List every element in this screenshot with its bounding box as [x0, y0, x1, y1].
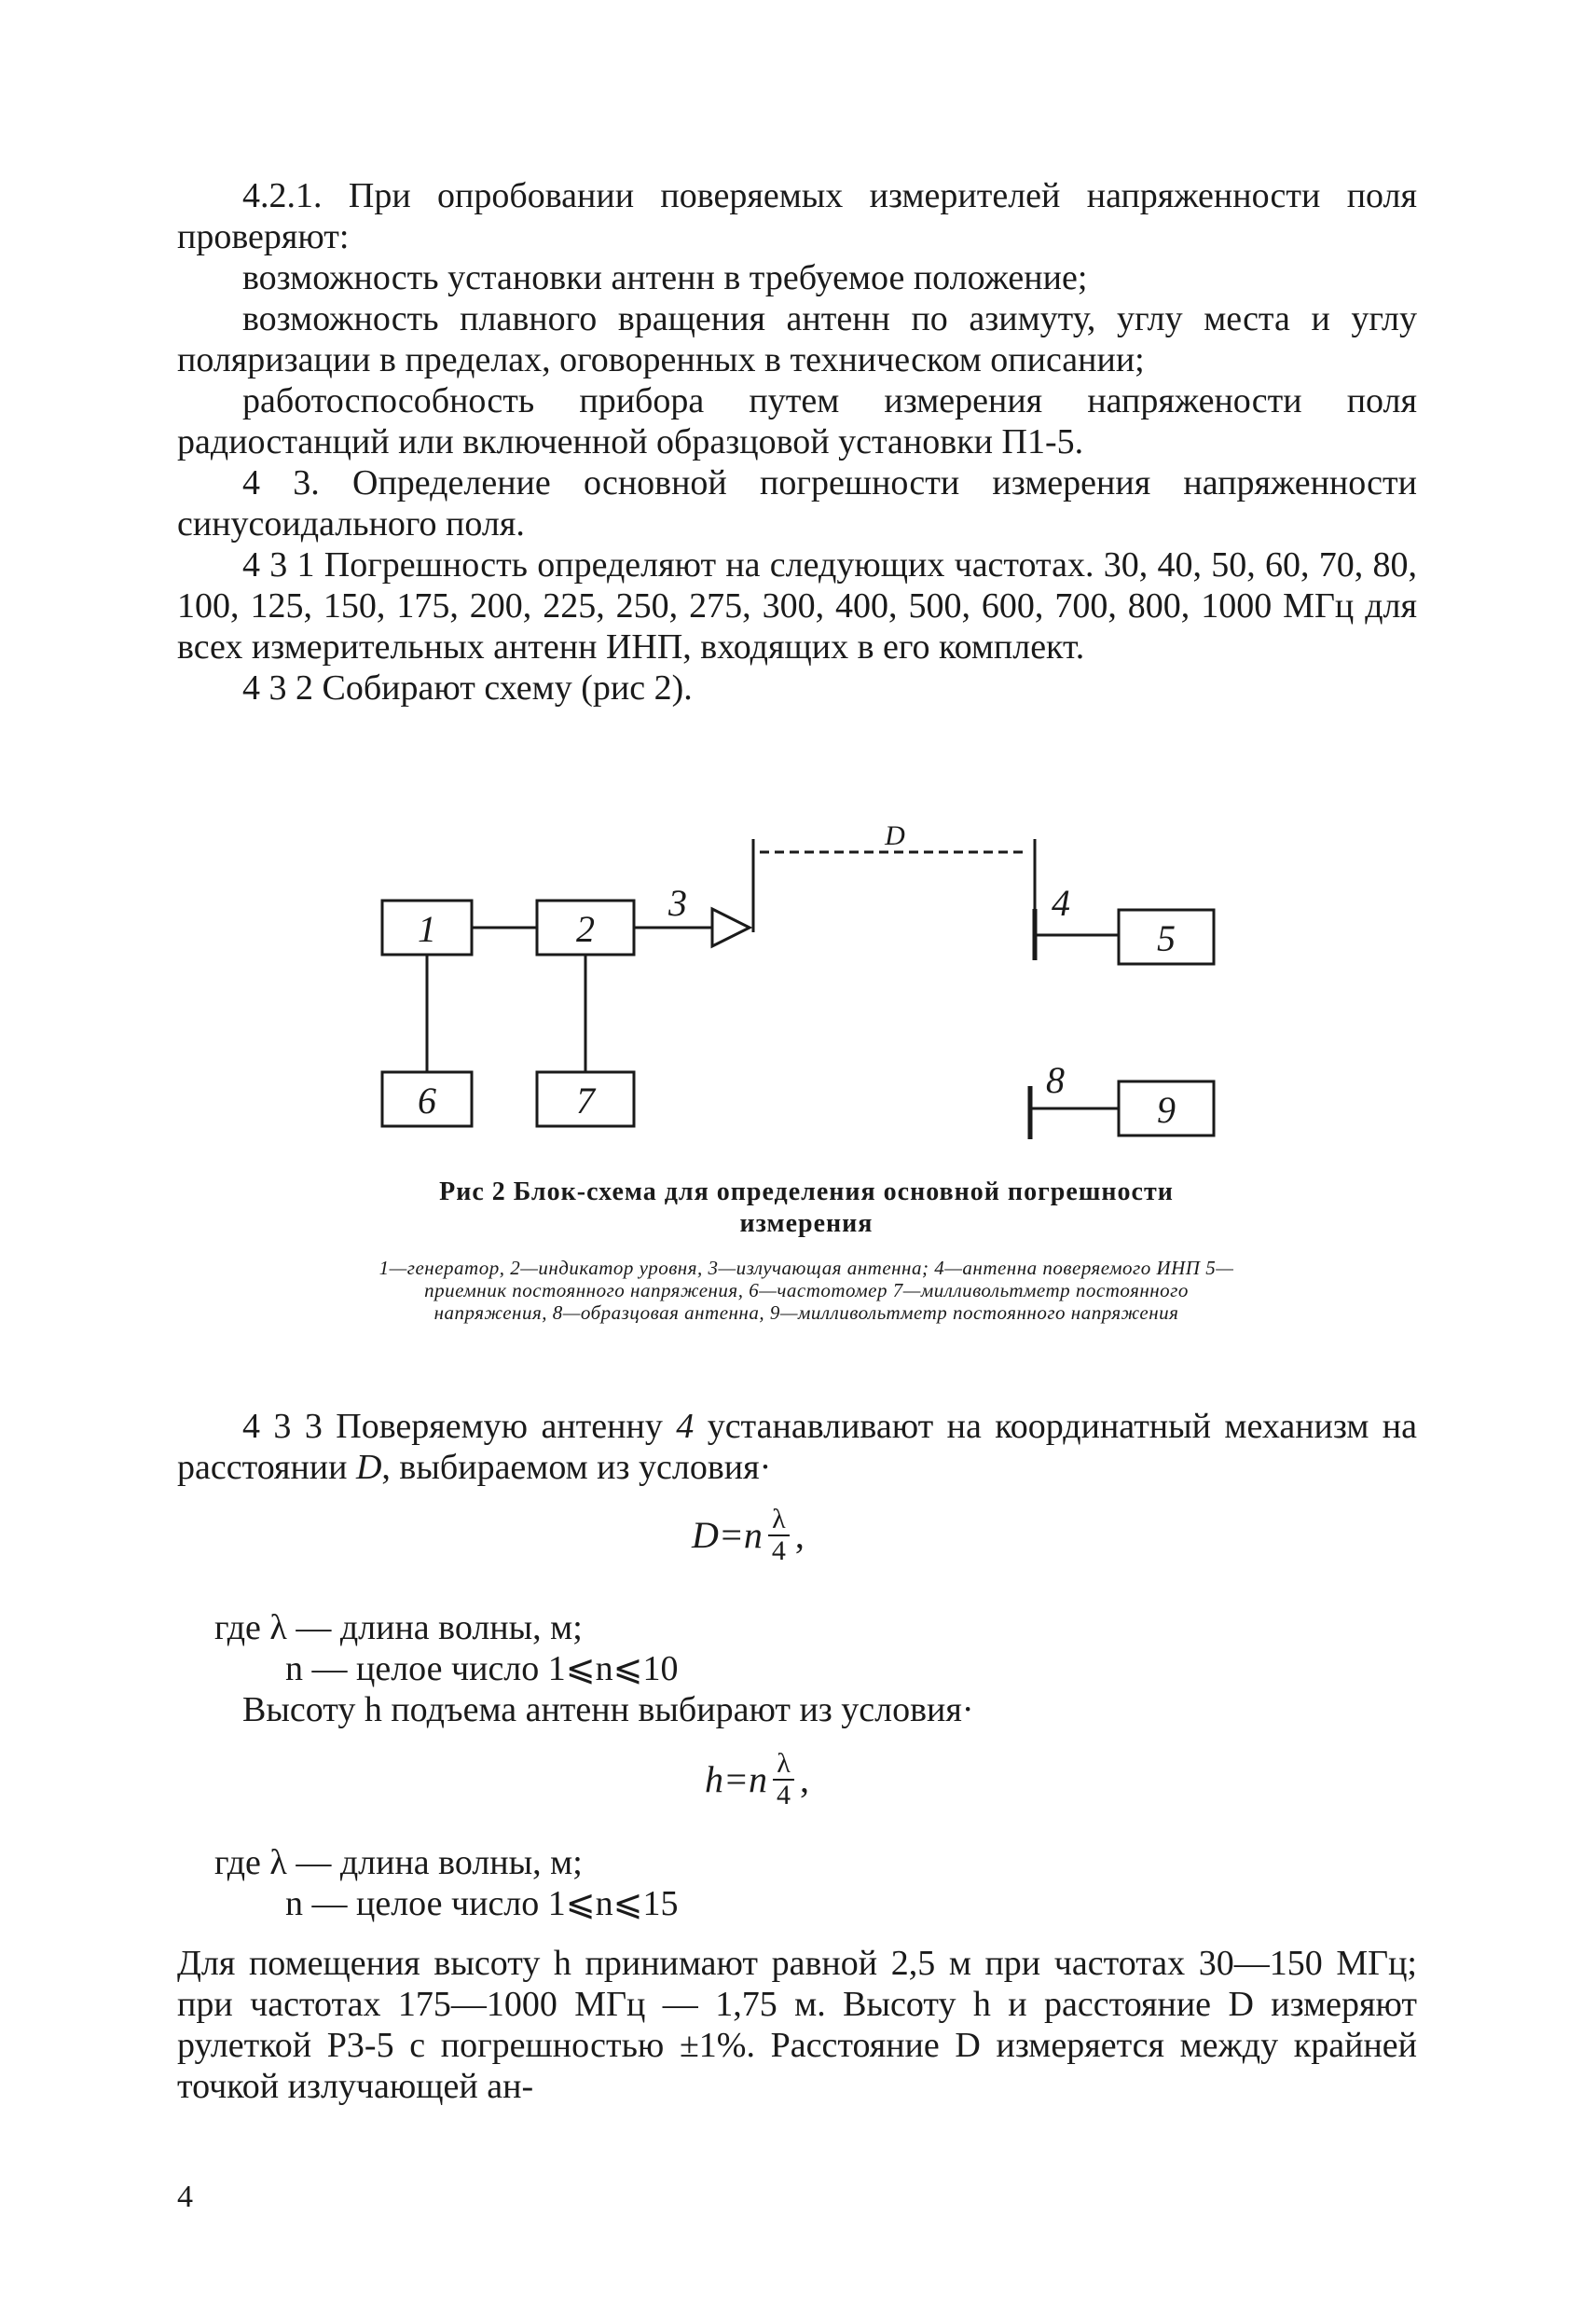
antenna-4-label: 4	[1052, 882, 1070, 924]
paragraph-4-3: 4 3. Определение основной погрешности измерения напряженности синусоидального поля.	[177, 463, 1417, 544]
where-2-line-2: n — целое число 1⩽n⩽15	[285, 1884, 679, 1923]
paragraph-4-3-3	[177, 1406, 1417, 1488]
para-433-antenna-number: 4	[676, 1407, 695, 1446]
page-number: 4	[177, 2180, 193, 2214]
where-2-line-1: где λ — длина волны, м;	[214, 1843, 583, 1882]
para-433-end: , выбираемом из условия·	[381, 1448, 772, 1487]
formula-2-lhs: h=n	[705, 1758, 767, 1800]
paragraph-4-3-1: 4 3 1 Погрешность определяют на следующих частотах. 30, 40, 50, 60, 70, 80, 100, 125, 150, 175, 200, 225, 250, 275, 300, 400, 500, 600, 700, 800, 1000 МГц для всех измерительных антенн ИНП, входящих в его комплект.	[177, 545, 1417, 667]
para-433-start: 4 3 3 Поверяемую антенну	[242, 1407, 663, 1446]
paragraph-operability: работоспособность прибора путем измерения напряжености поля радиостанций или включенной образцовой установки П1-5.	[177, 381, 1417, 461]
formula-distance	[692, 1505, 805, 1566]
formula-1-denominator: 4	[771, 1535, 786, 1566]
formula-1-lhs: D=n	[692, 1514, 763, 1556]
block-7-label: 7	[576, 1080, 595, 1122]
formula-2-tail: ,	[800, 1758, 809, 1800]
where-block-1	[214, 1607, 1333, 1689]
antenna-8-label: 8	[1046, 1059, 1065, 1101]
formula-2-fraction	[773, 1749, 794, 1810]
figure-caption: Рис 2 Блок-схема для определения основной погрешности измерения	[439, 1177, 1174, 1238]
paragraph-4-3-2: 4 3 2 Собирают схему (рис 2).	[242, 668, 693, 708]
antenna-3-label: 3	[668, 882, 687, 924]
where-1-line-2: n — целое число 1⩽n⩽10	[285, 1649, 679, 1688]
formula-2-denominator: 4	[777, 1780, 791, 1810]
formula-height	[705, 1749, 809, 1810]
where-block-2	[214, 1842, 1333, 1924]
formula-2-numerator: λ	[773, 1749, 794, 1781]
formula-1-tail: ,	[794, 1514, 805, 1556]
paragraph-antenna-position: возможность установки антенн в требуемое положение;	[242, 258, 1088, 297]
distance-label: D	[885, 820, 905, 851]
paragraph-4-2-1: 4.2.1. При опробовании поверяемых измерителей напряженности поля проверяют:	[177, 176, 1417, 256]
block-9-label: 9	[1157, 1089, 1176, 1131]
where-1-line-1: где λ — длина волны, м;	[214, 1608, 583, 1647]
transmitting-antenna-3	[712, 909, 750, 946]
para-433-middle: устанавливают на координатный механизм на расстоянии	[177, 1407, 1418, 1487]
formula-1-numerator: λ	[768, 1505, 790, 1536]
paragraph-antenna-rotation: возможность плавного вращения антенн по азимуту, углу места и углу поляризации в пределах, оговоренных в техническом описании;	[177, 299, 1417, 379]
formula-1-fraction	[768, 1505, 790, 1566]
block-6-label: 6	[418, 1080, 436, 1122]
final-paragraph: Для помещения высоту h принимают равной 2,5 м при частотах 30—150 МГц; при частотах 175—1000 МГц — 1,75 м. Высоту h и расстояние D измеряют рулеткой Р3-5 с погрешностью ±1%. Расстояние D измеряется между крайней точкой излучающей ан-	[177, 1944, 1417, 2106]
figure-legend: 1—генератор, 2—индикатор уровня, 3—излучающая антенна; 4—антенна поверяемого ИНП 5—приемник постоянного напряжения, 6—частотомер 7—милливольтметр постоянного напряжения, 8—образцовая антенна, 9—милливольтметр постоянного напряжения	[378, 1257, 1234, 1324]
para-433-distance-symbol: D	[355, 1448, 382, 1487]
block-2-label: 2	[576, 908, 595, 950]
height-paragraph: Высоту h подъема антенн выбирают из условия·	[242, 1690, 974, 1729]
block-5-label: 5	[1157, 917, 1176, 959]
block-1-label: 1	[418, 908, 436, 950]
